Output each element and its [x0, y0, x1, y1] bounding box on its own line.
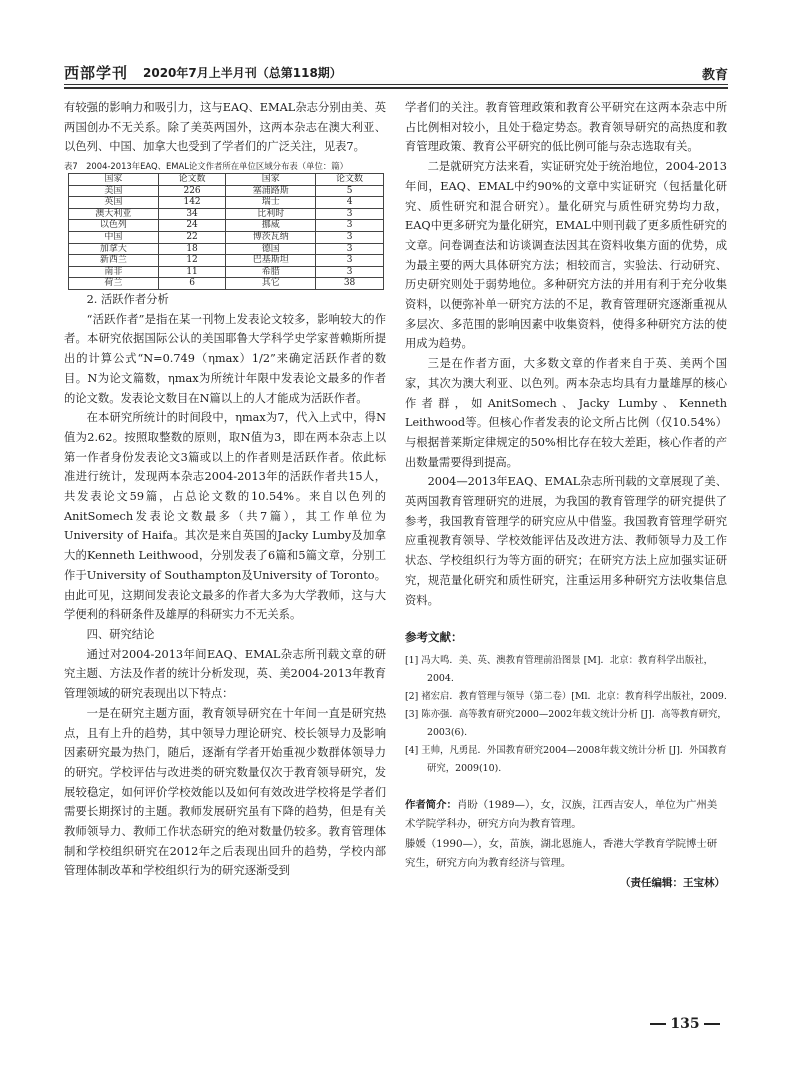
- table-cell: 3: [316, 232, 384, 244]
- table-cell: 瑞士: [226, 197, 316, 209]
- section-heading: 四、研究结论: [86, 628, 155, 641]
- paragraph: 有较强的影响力和吸引力，这与EAQ、EMAL杂志分别由美、英两国创办不无关系。除了美英两国外，这两本杂志在澳大利亚、以色列、中国、加拿大也受到了学者们的广泛关注，见表7。: [64, 101, 386, 154]
- table-cell: 南非: [69, 266, 159, 278]
- paragraph: 三是在作者方面，大多数文章的作者来自于英、美两个国家，其次为澳大利亚、以色列。两本杂志均具有力量雄厚的核心作者群，如AnitSomech、Jacky Lumby、Kenneth Leithwood等。但核心作者发表的论文所占比例（仅10.54%）与根据普莱斯定律规定的50%相比存在较大差距，核心作者的产出数量需要得到提高。: [405, 357, 727, 469]
- table-cell: 3: [316, 220, 384, 232]
- table-cell: 比利时: [226, 208, 316, 220]
- table-cell: 巴基斯坦: [226, 255, 316, 267]
- reference-item: [3] 陈亦强．高等教育研究2000—2002年载文统计分析 [J]．高等教育研究，2003(6).: [405, 708, 727, 738]
- table-row: [69, 255, 384, 267]
- table-cell: 22: [158, 232, 226, 244]
- table-row: [69, 220, 384, 232]
- reference-item: [1] 冯大鸣．美、英、澳教育管理前沿图景 [M]．北京：教育科学出版社，2004.: [405, 654, 714, 684]
- references-heading: 参考文献：: [405, 630, 463, 645]
- table-row: [69, 243, 384, 255]
- paragraph: “活跃作者”是指在某一刊物上发表论文较多，影响较大的作者。本研究依据国际公认的美国耶鲁大学科学史学家普赖斯所提出的计算公式“N=0.749（ηmax）1/2”来确定活跃作者的数目。N为论文篇数，ηmax为所统计年限中发表论文最多的作者的论文数。发表论文数目在N篇以上的人才能成为活跃作者。: [64, 312, 386, 405]
- table-cell: 34: [158, 208, 226, 220]
- table-header-cell: 国家: [69, 174, 159, 186]
- table-cell: 3: [316, 243, 384, 255]
- table-row: [69, 232, 384, 244]
- running-header: [64, 62, 728, 82]
- table-cell: 德国: [226, 243, 316, 255]
- paragraph: 二是就研究方法来看，实证研究处于统治地位，2004-2013年间，EAQ、EMAL中约90%的文章中实证研究（包括量化研究、质性研究和混合研究）。量化研究与质性研究势均力敌，EAQ中更多研究为量化研究，EMAL中则刊载了更多质性研究的文章。问卷调查法和访谈调查法因其在资料收集方面的优势，成为最主要的两大具体研究方法；相较而言，实验法、行动研究、历史研究则处于弱势地位。多种研究方法的并用有利于充分收集资料，以便弥补单一研究方法的不足，教育管理研究逐渐重视从多层次、多范围的影响因素中收集资料，使得多种研究方法的使用成为趋势。: [405, 160, 727, 351]
- table-cell: 英国: [69, 197, 159, 209]
- header-rule-thick: [64, 87, 728, 89]
- table-cell: 希腊: [226, 266, 316, 278]
- table-row: [69, 266, 384, 278]
- table-cell: 挪威: [226, 220, 316, 232]
- table-cell: 澳大利亚: [69, 208, 159, 220]
- page-number-dash: [650, 1023, 666, 1025]
- table-cell: 4: [316, 197, 384, 209]
- table-cell: 3: [316, 266, 384, 278]
- page-number-value: 135: [670, 1016, 700, 1032]
- table-cell: 新西兰: [69, 255, 159, 267]
- subsection-heading: 2. 活跃作者分析: [86, 293, 169, 307]
- table-cell: 11: [158, 266, 226, 278]
- table-cell: 3: [316, 208, 384, 220]
- right-column: [405, 98, 727, 894]
- table-header-cell: 国家: [226, 174, 316, 186]
- table-cell: 其它: [226, 278, 316, 290]
- table-cell: 38: [316, 278, 384, 290]
- header-rule-thin: [64, 84, 728, 85]
- table-cell: 24: [158, 220, 226, 232]
- issue-info: 2020年7月上半月刊（总第118期）: [143, 66, 342, 80]
- table-cell: 5: [316, 185, 384, 197]
- table-cell: 142: [158, 197, 226, 209]
- table-header-cell: 论文数: [158, 174, 226, 186]
- country-distribution-table: [68, 173, 384, 290]
- responsible-editor: （责任编辑：王宝林）: [620, 876, 725, 889]
- page-number-dash: [704, 1023, 720, 1025]
- author-bio-label: 作者简介：: [405, 798, 457, 811]
- paragraph: 一是在研究主题方面，教育领导研究在十年间一直是研究热点，且有上升的趋势，其中领导力理论研究、校长领导力及影响因素研究最为热门，随后，逐渐有学者开始重视少数群体领导力的研究。学校评估与改进类的研究数量仅次于教育领导研究，发展较稳定，如何评价学校效能以及如何有效改进学校将是学者们需要长期探讨的主题。教师发展研究虽有下降的趋势，但是有关教师领导力、教师工作状态研究的绝对数量仍较多。教育管理体制和学校组织研究在2012年之后表现出回升的趋势，学校内部管理体制改革和学校组织行为的研究逐渐受到: [64, 706, 386, 878]
- reference-item: [2] 褚宏启．教育管理与领导（第二卷）[Ml．北京：教育科学出版社，2009.: [405, 690, 727, 702]
- table-cell: 中国: [69, 232, 159, 244]
- paragraph: 通过对2004-2013年间EAQ、EMAL杂志所刊载文章的研究主题、方法及作者的统计分析发现，英、美2004-2013年教育管理领域的研究表现出以下特点：: [64, 647, 386, 701]
- table-cell: 226: [158, 185, 226, 197]
- table-cell: 12: [158, 255, 226, 267]
- section-label: 教育: [701, 68, 728, 83]
- table-header-cell: 论文数: [316, 174, 384, 186]
- table-row: [69, 208, 384, 220]
- table-cell: 博茨瓦纳: [226, 232, 316, 244]
- page-number: [642, 1016, 728, 1032]
- table-row: [69, 197, 384, 209]
- author-bio-1: 肖盼（1989—），女，汉族，江西吉安人，单位为广州美术学院学科办，研究方向为教育管理。: [405, 798, 718, 831]
- table-cell: 荷兰: [69, 278, 159, 290]
- paragraph: 学者们的关注。教育管理政策和教育公平研究在这两本杂志中所占比例相对较小，且处于稳定势态。教育领导研究的高热度和教育管理政策、教育公平研究的低比例可能与杂志选取有关。: [405, 101, 727, 154]
- table-cell: 3: [316, 255, 384, 267]
- table-cell: 加拿大: [69, 243, 159, 255]
- table-cell: 6: [158, 278, 226, 290]
- table-header-row: [69, 174, 384, 186]
- reference-item: [4] 王帅，凡勇昆．外国教育研究2004—2008年载文统计分析 [J]．外国教育研究，2009(10).: [405, 744, 727, 774]
- table-cell: 美国: [69, 185, 159, 197]
- author-bio-2: 滕媛（1990—），女，苗族，湖北恩施人，香港大学教育学院博士研究生，研究方向为教育经济与管理。: [405, 837, 718, 870]
- left-column: [64, 98, 386, 881]
- author-bio: [405, 796, 727, 835]
- table-cell: 18: [158, 243, 226, 255]
- table-row: [69, 185, 384, 197]
- table-row: [69, 278, 384, 290]
- table-cell: 塞浦路斯: [226, 185, 316, 197]
- table-cell: 以色列: [69, 220, 159, 232]
- paragraph: 在本研究所统计的时间段中，ηmax为7，代入上式中，得N值为2.62。按照取整数的原则，取N值为3，即在两本杂志上以第一作者身份发表论文3篇或以上的作者则是活跃作者。依此标准进行统计，发现两本杂志2004-2013年的活跃作者共15人，共发表论文59篇，占总论文数的10.54%。来自以色列的AnitSomech发表论文数最多（共7篇），其工作单位为University of Haifa。其次是来自英国的Jacky Lumby及加拿大的Kenneth Leithwood，分别发表了6篇和5篇文章，分别工作于University of Southampton及University of Toronto。由此可见，这期间发表论文最多的作者大多为大学教师，这与大学便利的科研条件及雄厚的科研实力不无关系。: [64, 411, 386, 622]
- journal-masthead: 西部学刊: [64, 64, 129, 82]
- table-caption: 表7 2004-2013年EAQ、EMAL论文作者所在单位区域分布表（单位：篇）: [64, 161, 348, 172]
- paragraph: 2004—2013年EAQ、EMAL杂志所刊载的文章展现了美、英两国教育管理研究的进展，为我国的教育管理学的研究提供了参考，我国教育管理学的研究应从中借鉴。我国教育管理学研究应重视教育领导、学校效能评估及改进方法、教师领导力及工作状态、学校组织行为等方面的研究；在研究方法上应加强实证研究，规范量化研究和质性研究，注重运用多种研究方法收集信息资料。: [405, 475, 727, 607]
